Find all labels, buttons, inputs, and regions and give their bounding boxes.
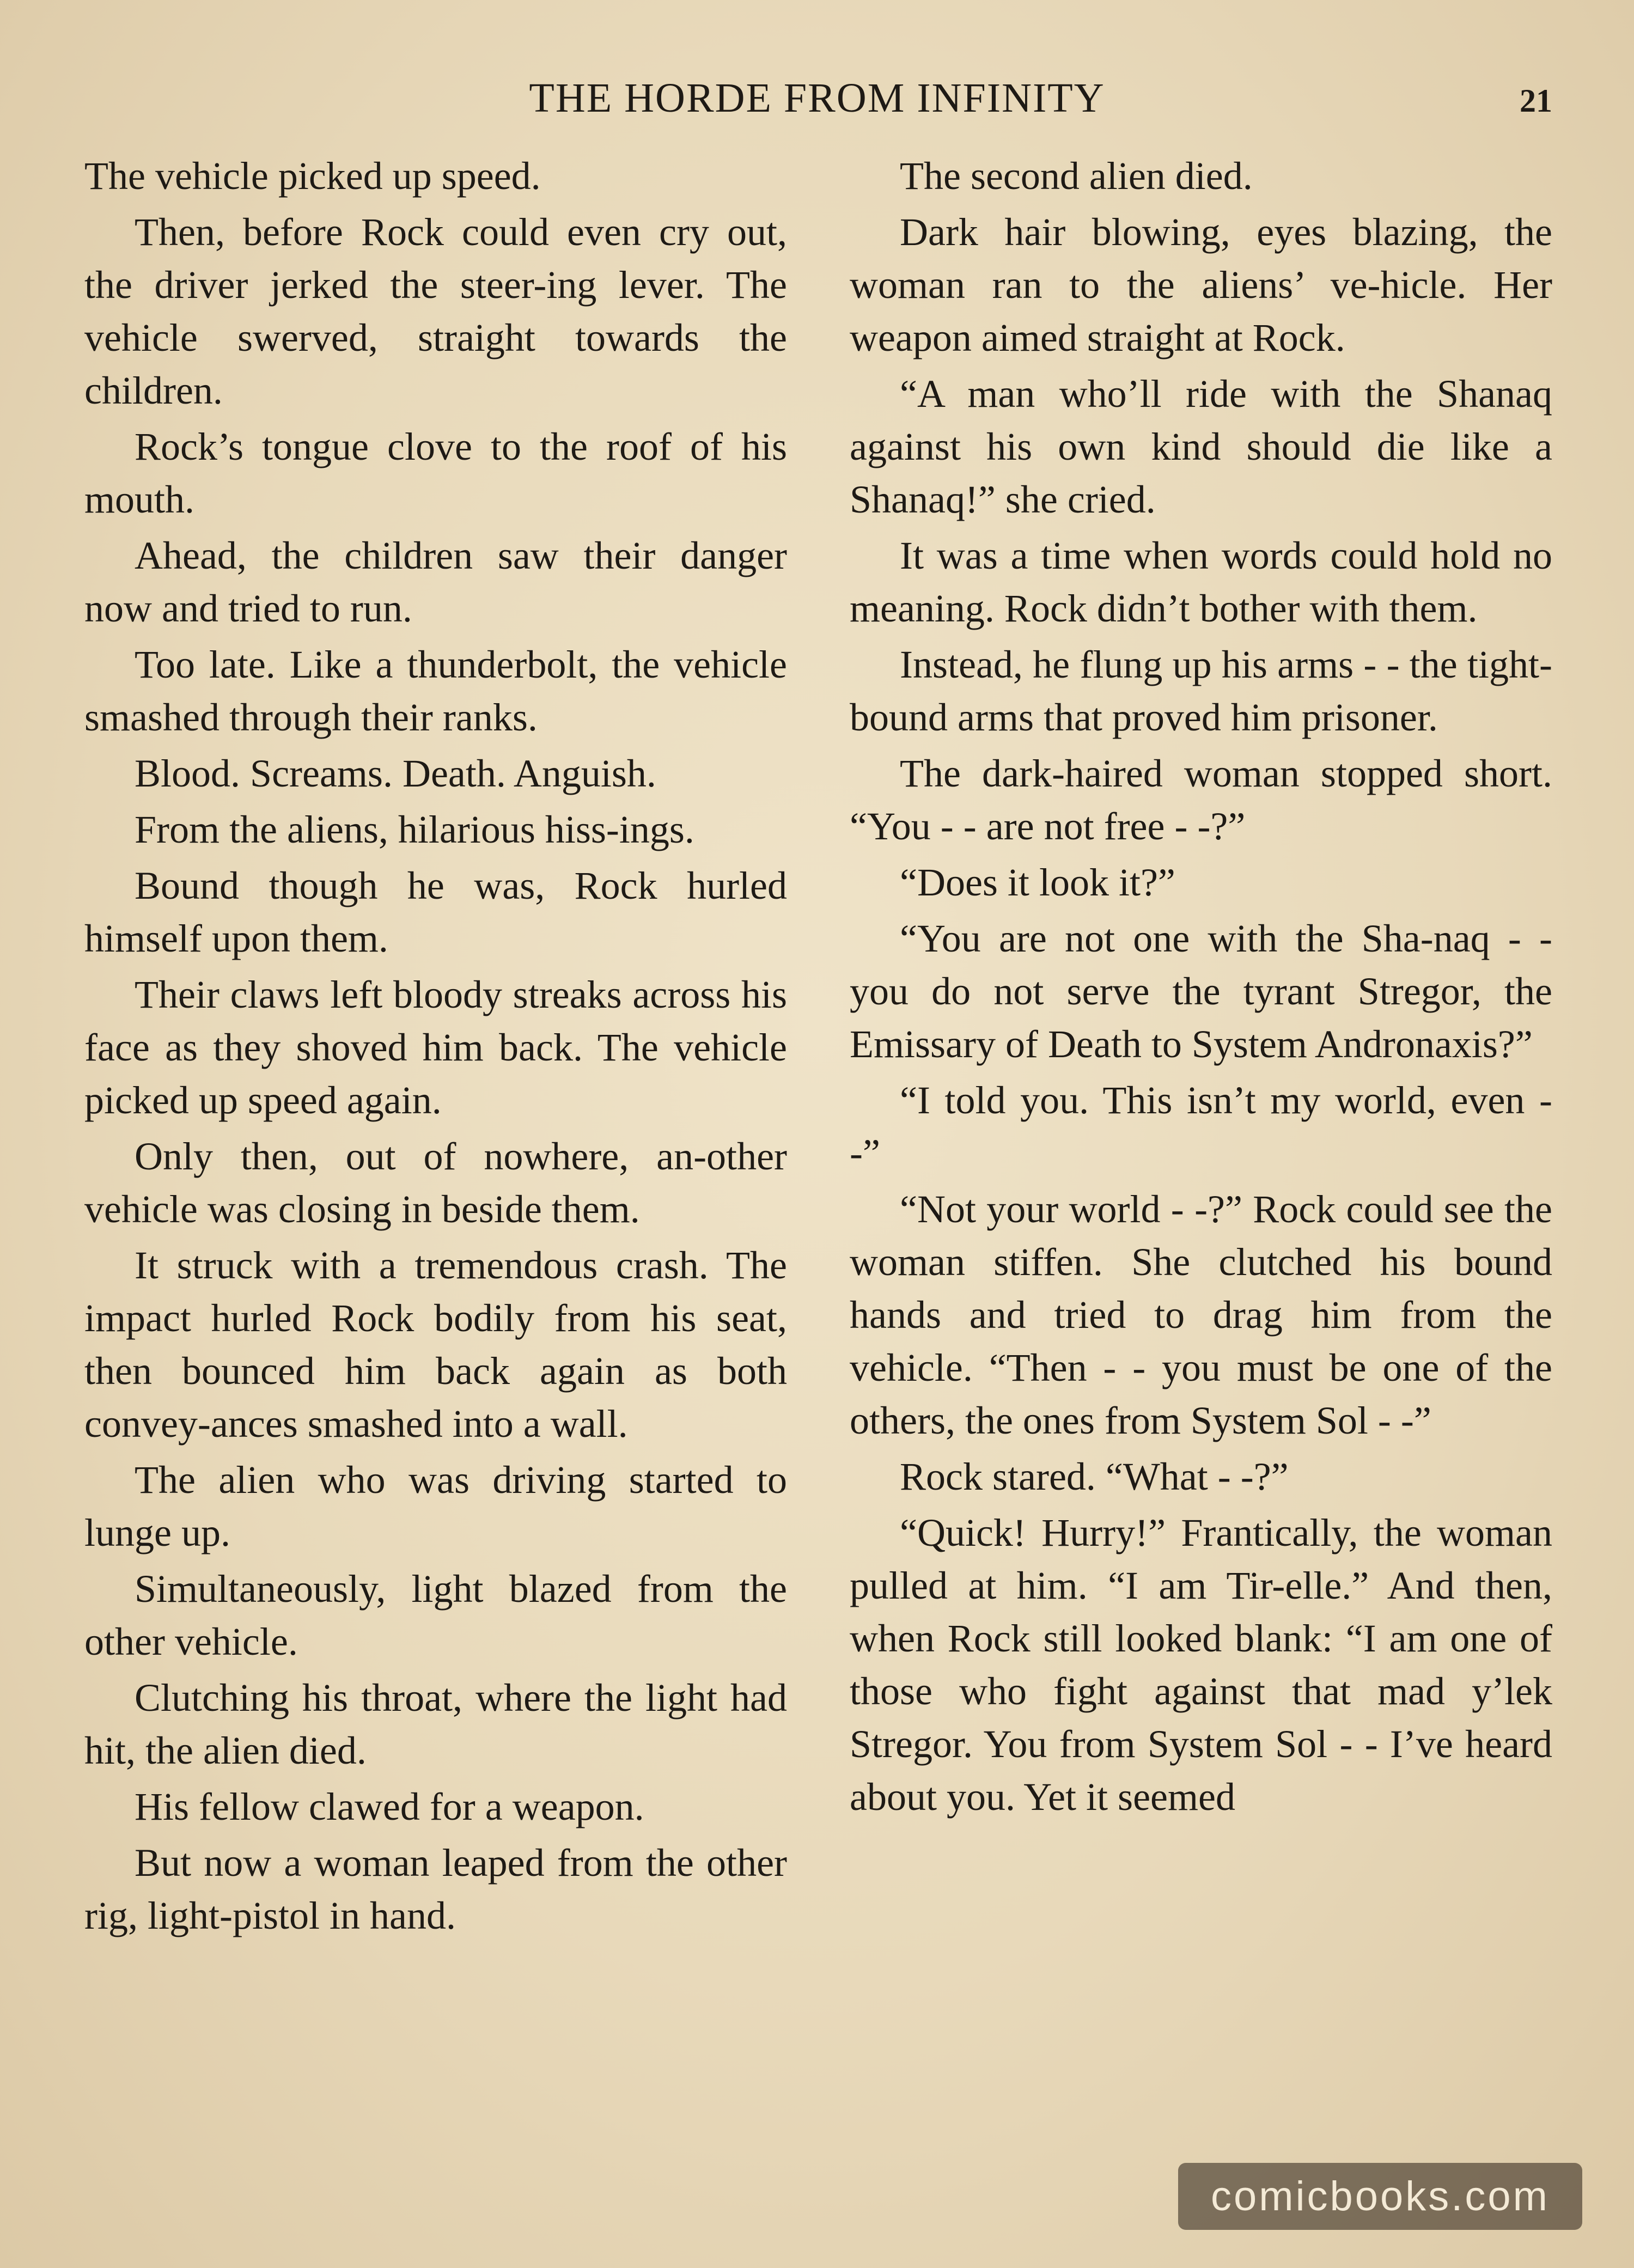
- paragraph: The dark-haired woman stopped short. “You - - are not free - -?”: [850, 752, 1552, 848]
- paragraph: Rock’s tongue clove to the roof of his mouth.: [84, 425, 787, 521]
- paragraph: Too late. Like a thunderbolt, the vehicle smashed through their ranks.: [84, 643, 787, 739]
- paragraph: Simultaneously, light blazed from the other vehicle.: [84, 1567, 787, 1663]
- paragraph: “I told you. This isn’t my world, even - -”: [850, 1078, 1552, 1175]
- paragraph: Clutching his throat, where the light had hit, the alien died.: [84, 1676, 787, 1772]
- paragraph: “Not your world - -?” Rock could see the woman stiffen. She clutched his bound hands and tried to drag him from the vehicle. “Then - - you must be one of the others, the ones from System Sol - -”: [850, 1187, 1552, 1442]
- paragraph: The alien who was driving started to lunge up.: [84, 1458, 787, 1554]
- paragraph: Then, before Rock could even cry out, the driver jerked the steer-ing lever. The vehicle swerved, straight towards the children.: [84, 210, 787, 412]
- paragraph: “A man who’ll ride with the Shanaq against his own kind should die like a Shanaq!” she cried.: [850, 372, 1552, 521]
- right-column: [850, 150, 1552, 1827]
- page-number: 21: [1520, 83, 1552, 119]
- paragraph: It was a time when words could hold no meaning. Rock didn’t bother with them.: [850, 534, 1552, 630]
- running-title: THE HORDE FROM INFINITY: [529, 75, 1105, 121]
- paragraph: It struck with a tremendous crash. The impact hurled Rock bodily from his seat, then bounced him back again as both convey-ances smashed into a wall.: [84, 1243, 787, 1446]
- paragraph: Ahead, the children saw their danger now and tried to run.: [84, 534, 787, 630]
- paragraph: Rock stared. “What - -?”: [900, 1455, 1289, 1498]
- paragraph: The second alien died.: [900, 154, 1253, 198]
- paragraph: Their claws left bloody streaks across his face as they shoved him back. The vehicle picked up speed again.: [84, 973, 787, 1122]
- watermark: comicbooks.com: [1178, 2163, 1582, 2230]
- paragraph: “Does it look it?”: [900, 861, 1175, 904]
- paragraph: From the aliens, hilarious hiss-ings.: [135, 808, 694, 851]
- paragraph: The vehicle picked up speed.: [84, 154, 541, 198]
- left-column: [84, 150, 787, 1946]
- paragraph: Bound though he was, Rock hurled himself upon them.: [84, 864, 787, 960]
- paragraph: Blood. Screams. Death. Anguish.: [135, 752, 656, 795]
- paragraph: Only then, out of nowhere, an-other vehicle was closing in beside them.: [84, 1135, 787, 1231]
- paragraph: Dark hair blowing, eyes blazing, the woman ran to the aliens’ ve-hicle. Her weapon aimed straight at Rock.: [850, 210, 1552, 359]
- paragraph: “You are not one with the Sha-naq - - you do not serve the tyrant Stregor, the Emissary of Death to System Andronaxis?”: [850, 917, 1552, 1066]
- paragraph: Instead, he flung up his arms - - the tight-bound arms that proved him prisoner.: [850, 643, 1552, 739]
- paragraph: “Quick! Hurry!” Frantically, the woman pulled at him. “I am Tir-elle.” And then, when Rock still looked blank: “I am one of those who fight against that mad y’lek Stregor. You from System Sol - - I’ve heard about you. Yet it seemed: [850, 1511, 1552, 1819]
- paragraph: But now a woman leaped from the other rig, light-pistol in hand.: [84, 1841, 787, 1937]
- paragraph: His fellow clawed for a weapon.: [135, 1785, 644, 1828]
